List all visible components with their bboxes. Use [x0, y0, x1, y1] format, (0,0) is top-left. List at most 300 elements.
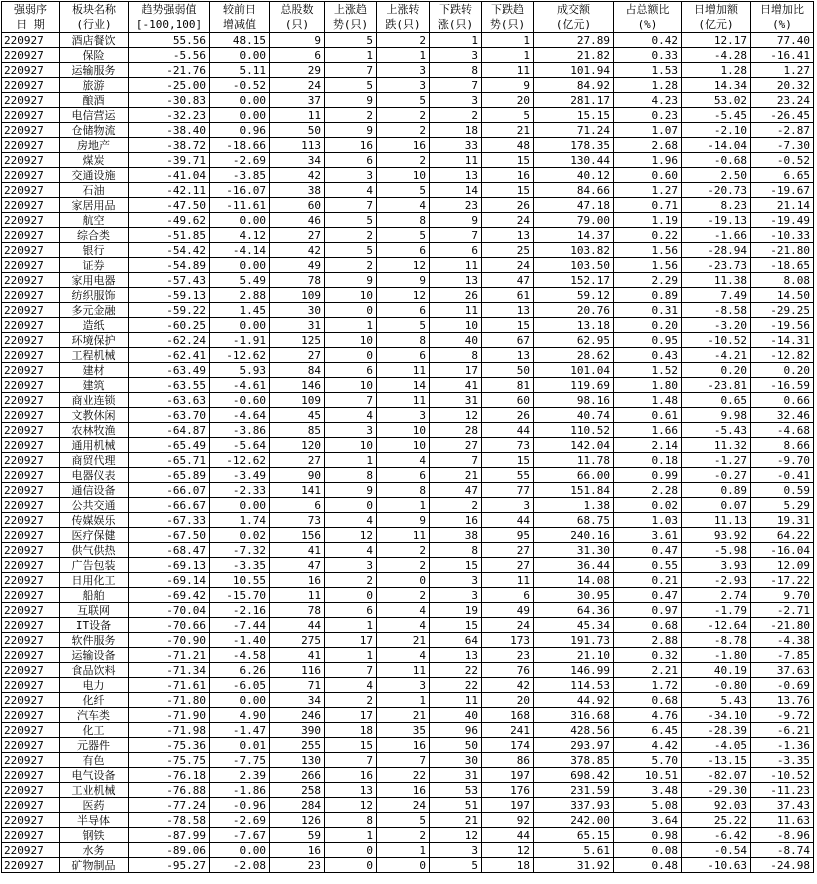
cell-daily-increase-pct: 64.22 — [751, 528, 814, 543]
cell-down-trend: 13 — [482, 303, 534, 318]
cell-daily-increase-amount: 2.50 — [682, 168, 751, 183]
cell-up-to-down: 6 — [377, 303, 430, 318]
cell-up-to-down: 10 — [377, 168, 430, 183]
cell-turnover: 47.18 — [534, 198, 614, 213]
cell-down-to-up: 12 — [430, 408, 482, 423]
cell-total-stocks: 390 — [270, 723, 325, 738]
cell-up-trend: 4 — [325, 513, 377, 528]
column-header-up-to-down — [377, 2, 430, 33]
cell-sector-name: 造纸 — [60, 318, 129, 333]
column-header-line: 下跌转 — [439, 3, 472, 16]
cell-trend-strength: -51.85 — [129, 228, 210, 243]
cell-up-trend: 8 — [325, 813, 377, 828]
cell-down-to-up: 15 — [430, 618, 482, 633]
cell-share-of-total: 2.28 — [614, 483, 682, 498]
cell-daily-increase-amount: -12.64 — [682, 618, 751, 633]
table-row — [2, 813, 814, 828]
cell-total-stocks: 141 — [270, 483, 325, 498]
cell-sector-name: 石油 — [60, 183, 129, 198]
cell-down-to-up: 3 — [430, 573, 482, 588]
cell-down-to-up: 22 — [430, 678, 482, 693]
cell-down-to-up: 53 — [430, 783, 482, 798]
cell-share-of-total: 6.45 — [614, 723, 682, 738]
cell-daily-increase-amount: -6.42 — [682, 828, 751, 843]
cell-down-to-up: 11 — [430, 258, 482, 273]
cell-sector-name: 家用电器 — [60, 273, 129, 288]
cell-up-to-down: 11 — [377, 663, 430, 678]
cell-daily-increase-pct: -19.67 — [751, 183, 814, 198]
column-header-line: 趋势强弱值 — [141, 3, 197, 16]
cell-trend-strength: -63.63 — [129, 393, 210, 408]
cell-daily-increase-amount: 11.32 — [682, 438, 751, 453]
column-header-line: (行业) — [76, 18, 112, 31]
cell-daily-increase-pct: -14.31 — [751, 333, 814, 348]
cell-daily-increase-amount: -4.28 — [682, 48, 751, 63]
cell-turnover: 191.73 — [534, 633, 614, 648]
cell-total-stocks: 47 — [270, 558, 325, 573]
cell-turnover: 36.44 — [534, 558, 614, 573]
cell-turnover: 65.15 — [534, 828, 614, 843]
cell-turnover: 5.61 — [534, 843, 614, 858]
cell-down-trend: 13 — [482, 348, 534, 363]
cell-down-to-up: 8 — [430, 348, 482, 363]
column-header-line: 上涨趋 — [334, 3, 367, 16]
cell-down-to-up: 31 — [430, 393, 482, 408]
table-row — [2, 63, 814, 78]
cell-down-to-up: 13 — [430, 168, 482, 183]
cell-up-trend: 1 — [325, 648, 377, 663]
cell-date: 220927 — [2, 243, 60, 258]
cell-daily-increase-amount: 93.92 — [682, 528, 751, 543]
cell-date: 220927 — [2, 468, 60, 483]
cell-total-stocks: 113 — [270, 138, 325, 153]
cell-date: 220927 — [2, 438, 60, 453]
cell-trend-strength: -89.06 — [129, 843, 210, 858]
cell-down-trend: 92 — [482, 813, 534, 828]
cell-change-vs-prev: 1.74 — [210, 513, 270, 528]
cell-trend-strength: -38.72 — [129, 138, 210, 153]
cell-total-stocks: 29 — [270, 63, 325, 78]
cell-trend-strength: -67.50 — [129, 528, 210, 543]
cell-trend-strength: -38.40 — [129, 123, 210, 138]
cell-down-trend: 23 — [482, 648, 534, 663]
cell-up-trend: 7 — [325, 753, 377, 768]
cell-up-to-down: 2 — [377, 828, 430, 843]
table-row — [2, 453, 814, 468]
cell-down-trend: 86 — [482, 753, 534, 768]
cell-change-vs-prev: -1.91 — [210, 333, 270, 348]
cell-date: 220927 — [2, 303, 60, 318]
cell-trend-strength: -70.90 — [129, 633, 210, 648]
cell-up-trend: 1 — [325, 618, 377, 633]
cell-share-of-total: 1.53 — [614, 63, 682, 78]
cell-daily-increase-amount: -1.27 — [682, 453, 751, 468]
table-row — [2, 168, 814, 183]
cell-up-trend: 0 — [325, 498, 377, 513]
cell-daily-increase-pct: -17.22 — [751, 573, 814, 588]
cell-total-stocks: 59 — [270, 828, 325, 843]
cell-daily-increase-pct: 0.66 — [751, 393, 814, 408]
cell-daily-increase-amount: 1.28 — [682, 63, 751, 78]
cell-down-trend: 50 — [482, 363, 534, 378]
cell-daily-increase-pct: -2.71 — [751, 603, 814, 618]
cell-daily-increase-pct: 23.24 — [751, 93, 814, 108]
table-row — [2, 828, 814, 843]
column-header-line: (%) — [637, 18, 658, 31]
cell-daily-increase-amount: -4.21 — [682, 348, 751, 363]
cell-share-of-total: 5.70 — [614, 753, 682, 768]
cell-up-to-down: 35 — [377, 723, 430, 738]
cell-daily-increase-amount: 40.19 — [682, 663, 751, 678]
cell-down-trend: 42 — [482, 678, 534, 693]
cell-down-trend: 25 — [482, 243, 534, 258]
cell-down-trend: 176 — [482, 783, 534, 798]
cell-total-stocks: 24 — [270, 78, 325, 93]
cell-down-to-up: 40 — [430, 708, 482, 723]
table-row — [2, 183, 814, 198]
cell-down-trend: 6 — [482, 588, 534, 603]
cell-turnover: 142.04 — [534, 438, 614, 453]
cell-up-trend: 1 — [325, 828, 377, 843]
cell-change-vs-prev: -3.86 — [210, 423, 270, 438]
cell-down-to-up: 3 — [430, 588, 482, 603]
cell-trend-strength: -95.27 — [129, 858, 210, 873]
cell-change-vs-prev: 0.00 — [210, 693, 270, 708]
cell-up-to-down: 21 — [377, 708, 430, 723]
cell-daily-increase-amount: 7.49 — [682, 288, 751, 303]
column-header-line: 较前日 — [223, 3, 256, 16]
cell-trend-strength: -42.11 — [129, 183, 210, 198]
cell-daily-increase-pct: -3.35 — [751, 753, 814, 768]
cell-turnover: 152.17 — [534, 273, 614, 288]
table-row — [2, 318, 814, 333]
cell-total-stocks: 49 — [270, 258, 325, 273]
cell-date: 220927 — [2, 708, 60, 723]
table-row — [2, 78, 814, 93]
cell-down-trend: 67 — [482, 333, 534, 348]
cell-trend-strength: -69.13 — [129, 558, 210, 573]
cell-turnover: 45.34 — [534, 618, 614, 633]
cell-daily-increase-pct: 1.27 — [751, 63, 814, 78]
cell-down-trend: 241 — [482, 723, 534, 738]
cell-change-vs-prev: 0.00 — [210, 48, 270, 63]
cell-total-stocks: 126 — [270, 813, 325, 828]
cell-daily-increase-pct: -7.30 — [751, 138, 814, 153]
cell-date: 220927 — [2, 603, 60, 618]
cell-up-to-down: 5 — [377, 318, 430, 333]
table-row — [2, 243, 814, 258]
cell-date: 220927 — [2, 33, 60, 48]
cell-share-of-total: 0.60 — [614, 168, 682, 183]
cell-up-to-down: 4 — [377, 603, 430, 618]
cell-down-trend: 174 — [482, 738, 534, 753]
cell-up-to-down: 2 — [377, 153, 430, 168]
cell-sector-name: 旅游 — [60, 78, 129, 93]
cell-daily-increase-amount: 5.43 — [682, 693, 751, 708]
cell-down-to-up: 11 — [430, 153, 482, 168]
cell-share-of-total: 1.03 — [614, 513, 682, 528]
cell-trend-strength: -41.04 — [129, 168, 210, 183]
cell-up-trend: 10 — [325, 288, 377, 303]
cell-date: 220927 — [2, 753, 60, 768]
cell-trend-strength: -68.47 — [129, 543, 210, 558]
cell-trend-strength: -75.75 — [129, 753, 210, 768]
column-header-daily-increase-pct — [751, 2, 814, 33]
cell-change-vs-prev: -1.40 — [210, 633, 270, 648]
cell-sector-name: 工业机械 — [60, 783, 129, 798]
cell-daily-increase-amount: -28.94 — [682, 243, 751, 258]
cell-total-stocks: 9 — [270, 33, 325, 48]
cell-down-trend: 47 — [482, 273, 534, 288]
column-header-line: 势(只) — [489, 18, 526, 31]
cell-total-stocks: 84 — [270, 363, 325, 378]
cell-up-to-down: 2 — [377, 543, 430, 558]
cell-share-of-total: 0.31 — [614, 303, 682, 318]
cell-up-trend: 2 — [325, 258, 377, 273]
cell-date: 220927 — [2, 738, 60, 753]
cell-up-to-down: 5 — [377, 93, 430, 108]
table-row — [2, 783, 814, 798]
cell-daily-increase-pct: -24.98 — [751, 858, 814, 873]
table-row — [2, 768, 814, 783]
cell-date: 220927 — [2, 843, 60, 858]
cell-sector-name: 船舶 — [60, 588, 129, 603]
cell-date: 220927 — [2, 528, 60, 543]
cell-daily-increase-pct: -4.68 — [751, 423, 814, 438]
cell-up-to-down: 22 — [377, 768, 430, 783]
cell-sector-name: 农林牧渔 — [60, 423, 129, 438]
cell-sector-name: 家居用品 — [60, 198, 129, 213]
cell-share-of-total: 0.98 — [614, 828, 682, 843]
cell-trend-strength: -69.14 — [129, 573, 210, 588]
cell-turnover: 130.44 — [534, 153, 614, 168]
cell-share-of-total: 3.64 — [614, 813, 682, 828]
cell-share-of-total: 5.08 — [614, 798, 682, 813]
table-row — [2, 738, 814, 753]
column-header-line: (亿元) — [555, 18, 592, 31]
table-row — [2, 573, 814, 588]
cell-down-trend: 81 — [482, 378, 534, 393]
cell-change-vs-prev: -7.75 — [210, 753, 270, 768]
cell-date: 220927 — [2, 168, 60, 183]
table-row — [2, 213, 814, 228]
cell-total-stocks: 34 — [270, 153, 325, 168]
cell-date: 220927 — [2, 63, 60, 78]
cell-daily-increase-pct: -16.59 — [751, 378, 814, 393]
cell-up-to-down: 6 — [377, 468, 430, 483]
cell-down-trend: 21 — [482, 123, 534, 138]
cell-down-trend: 197 — [482, 768, 534, 783]
cell-total-stocks: 42 — [270, 168, 325, 183]
cell-down-trend: 20 — [482, 693, 534, 708]
cell-trend-strength: -67.33 — [129, 513, 210, 528]
table-row — [2, 753, 814, 768]
cell-down-trend: 13 — [482, 228, 534, 243]
cell-share-of-total: 4.42 — [614, 738, 682, 753]
cell-trend-strength: -66.07 — [129, 483, 210, 498]
cell-trend-strength: -76.18 — [129, 768, 210, 783]
cell-up-trend: 0 — [325, 858, 377, 873]
cell-up-to-down: 2 — [377, 108, 430, 123]
cell-up-trend: 9 — [325, 93, 377, 108]
cell-share-of-total: 0.89 — [614, 288, 682, 303]
cell-daily-increase-pct: -4.38 — [751, 633, 814, 648]
cell-turnover: 316.68 — [534, 708, 614, 723]
column-header-sector-name — [60, 2, 129, 33]
cell-sector-name: 保险 — [60, 48, 129, 63]
cell-daily-increase-amount: -5.45 — [682, 108, 751, 123]
cell-down-trend: 11 — [482, 573, 534, 588]
cell-date: 220927 — [2, 828, 60, 843]
cell-total-stocks: 120 — [270, 438, 325, 453]
cell-total-stocks: 38 — [270, 183, 325, 198]
cell-down-to-up: 11 — [430, 693, 482, 708]
cell-down-to-up: 40 — [430, 333, 482, 348]
cell-daily-increase-pct: 21.14 — [751, 198, 814, 213]
column-header-line: 跌(只) — [385, 18, 421, 31]
cell-daily-increase-pct: -10.52 — [751, 768, 814, 783]
cell-down-trend: 1 — [482, 33, 534, 48]
cell-sector-name: 电器仪表 — [60, 468, 129, 483]
cell-trend-strength: -64.87 — [129, 423, 210, 438]
cell-down-trend: 27 — [482, 558, 534, 573]
cell-up-to-down: 12 — [377, 288, 430, 303]
cell-sector-name: 酿酒 — [60, 93, 129, 108]
cell-turnover: 40.12 — [534, 168, 614, 183]
cell-trend-strength: -76.88 — [129, 783, 210, 798]
cell-change-vs-prev: 0.00 — [210, 498, 270, 513]
cell-change-vs-prev: 5.11 — [210, 63, 270, 78]
cell-daily-increase-pct: -2.87 — [751, 123, 814, 138]
cell-change-vs-prev: -1.86 — [210, 783, 270, 798]
cell-daily-increase-pct: -0.52 — [751, 153, 814, 168]
cell-share-of-total: 1.72 — [614, 678, 682, 693]
column-header-line: 增减值 — [223, 18, 256, 31]
table-row — [2, 33, 814, 48]
cell-daily-increase-amount: -3.20 — [682, 318, 751, 333]
cell-daily-increase-pct: 37.43 — [751, 798, 814, 813]
cell-up-to-down: 5 — [377, 228, 430, 243]
cell-turnover: 66.00 — [534, 468, 614, 483]
cell-turnover: 337.93 — [534, 798, 614, 813]
table-row — [2, 618, 814, 633]
cell-change-vs-prev: 0.02 — [210, 528, 270, 543]
cell-change-vs-prev: 0.96 — [210, 123, 270, 138]
cell-change-vs-prev: -2.16 — [210, 603, 270, 618]
cell-share-of-total: 0.55 — [614, 558, 682, 573]
cell-up-trend: 12 — [325, 528, 377, 543]
cell-up-trend: 17 — [325, 708, 377, 723]
cell-turnover: 242.00 — [534, 813, 614, 828]
table-row — [2, 708, 814, 723]
cell-turnover: 114.53 — [534, 678, 614, 693]
cell-turnover: 79.00 — [534, 213, 614, 228]
cell-sector-name: 煤炭 — [60, 153, 129, 168]
cell-daily-increase-pct: 32.46 — [751, 408, 814, 423]
cell-down-to-up: 64 — [430, 633, 482, 648]
cell-daily-increase-amount: -1.66 — [682, 228, 751, 243]
cell-date: 220927 — [2, 783, 60, 798]
cell-up-to-down: 1 — [377, 843, 430, 858]
cell-change-vs-prev: -12.62 — [210, 348, 270, 363]
cell-down-to-up: 16 — [430, 513, 482, 528]
cell-daily-increase-pct: 5.29 — [751, 498, 814, 513]
cell-sector-name: 商业连锁 — [60, 393, 129, 408]
cell-down-trend: 44 — [482, 513, 534, 528]
cell-share-of-total: 0.47 — [614, 543, 682, 558]
cell-sector-name: 纺织服饰 — [60, 288, 129, 303]
cell-daily-increase-pct: -21.80 — [751, 243, 814, 258]
cell-trend-strength: -70.66 — [129, 618, 210, 633]
cell-turnover: 119.69 — [534, 378, 614, 393]
cell-share-of-total: 2.29 — [614, 273, 682, 288]
cell-up-trend: 4 — [325, 678, 377, 693]
cell-turnover: 84.66 — [534, 183, 614, 198]
cell-turnover: 21.82 — [534, 48, 614, 63]
cell-down-to-up: 51 — [430, 798, 482, 813]
cell-turnover: 30.95 — [534, 588, 614, 603]
cell-share-of-total: 3.48 — [614, 783, 682, 798]
cell-daily-increase-pct: -21.80 — [751, 618, 814, 633]
column-header-line: 日增加额 — [694, 3, 738, 16]
column-header-down-trend — [482, 2, 534, 33]
column-header-trend-strength — [129, 2, 210, 33]
cell-daily-increase-amount: 11.13 — [682, 513, 751, 528]
cell-share-of-total: 0.02 — [614, 498, 682, 513]
cell-daily-increase-amount: -29.30 — [682, 783, 751, 798]
cell-sector-name: 矿物制品 — [60, 858, 129, 873]
cell-date: 220927 — [2, 93, 60, 108]
cell-share-of-total: 0.71 — [614, 198, 682, 213]
table-row — [2, 468, 814, 483]
cell-up-trend: 0 — [325, 303, 377, 318]
cell-up-to-down: 11 — [377, 393, 430, 408]
cell-trend-strength: -65.71 — [129, 453, 210, 468]
cell-trend-strength: 55.56 — [129, 33, 210, 48]
cell-down-trend: 24 — [482, 618, 534, 633]
cell-down-to-up: 30 — [430, 753, 482, 768]
cell-share-of-total: 1.56 — [614, 243, 682, 258]
cell-share-of-total: 2.21 — [614, 663, 682, 678]
cell-up-to-down: 16 — [377, 783, 430, 798]
cell-turnover: 1.38 — [534, 498, 614, 513]
cell-down-trend: 60 — [482, 393, 534, 408]
cell-turnover: 31.30 — [534, 543, 614, 558]
cell-sector-name: IT设备 — [60, 618, 129, 633]
cell-change-vs-prev: -11.61 — [210, 198, 270, 213]
cell-down-to-up: 1 — [430, 33, 482, 48]
cell-date: 220927 — [2, 198, 60, 213]
cell-change-vs-prev: -6.05 — [210, 678, 270, 693]
cell-share-of-total: 2.68 — [614, 138, 682, 153]
table-row — [2, 558, 814, 573]
cell-change-vs-prev: -4.58 — [210, 648, 270, 663]
column-header-total-stocks — [270, 2, 325, 33]
cell-down-trend: 15 — [482, 153, 534, 168]
cell-daily-increase-pct: -26.45 — [751, 108, 814, 123]
cell-turnover: 698.42 — [534, 768, 614, 783]
cell-up-trend: 7 — [325, 63, 377, 78]
cell-total-stocks: 6 — [270, 48, 325, 63]
cell-daily-increase-pct: -8.74 — [751, 843, 814, 858]
table-row — [2, 588, 814, 603]
cell-date: 220927 — [2, 393, 60, 408]
table-row — [2, 498, 814, 513]
cell-sector-name: 通信设备 — [60, 483, 129, 498]
cell-trend-strength: -62.24 — [129, 333, 210, 348]
cell-trend-strength: -30.83 — [129, 93, 210, 108]
cell-daily-increase-pct: -10.33 — [751, 228, 814, 243]
